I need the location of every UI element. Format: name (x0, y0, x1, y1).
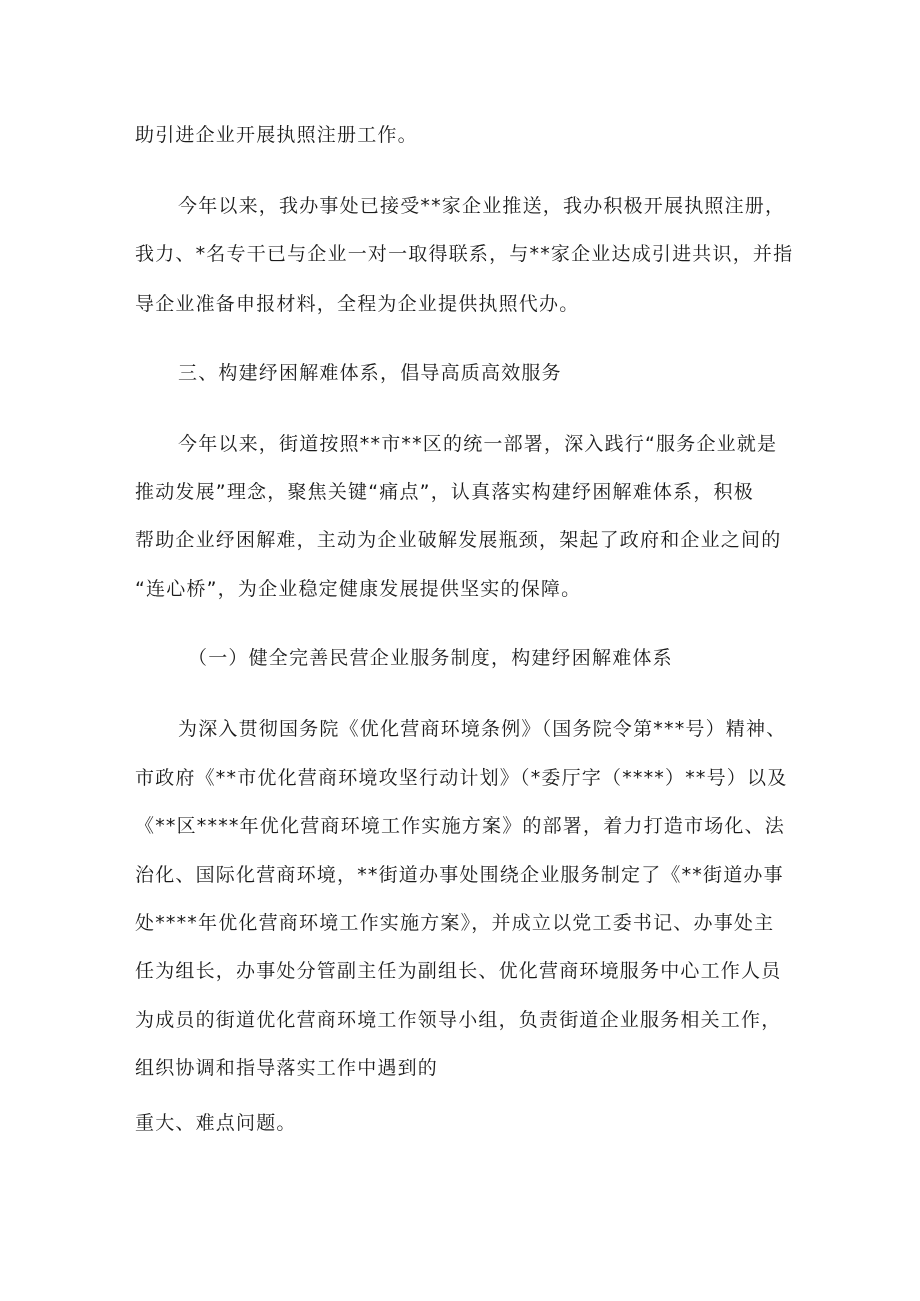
text-line-19: 重大、难点问题。 (135, 1112, 297, 1134)
text-line-18: 组织协调和指导落实工作中遇到的 (135, 1057, 439, 1079)
text-line-9: “连心桥”，为企业稳定健康发展提供坚实的保障。 (135, 578, 582, 600)
text-line-17: 为成员的街道优化营商环境工作领导小组，负责街道企业服务相关工作， (135, 1009, 782, 1031)
text-line-6: 今年以来，街道按照**市**区的统一部署，深入践行“服务企业就是 (178, 433, 778, 455)
text-line-14: 治化、国际化营商环境，**街道办事处围绕企业服务制定了《**街道办事 (135, 864, 784, 886)
section-heading: 三、构建纾困解难体系，倡导高质高效服务 (178, 362, 562, 384)
subsection-heading: （一）健全完善民营企业服务制度，构建纾困解难体系 (188, 647, 673, 669)
text-line-11: 为深入贯彻国务院《优化营商环境条例》（国务院令第***号）精神、 (178, 718, 787, 740)
text-line-2: 今年以来，我办事处已接受**家企业推送，我办积极开展执照注册， (178, 195, 786, 217)
text-line-4: 导企业准备申报材料，全程为企业提供执照代办。 (135, 293, 580, 315)
text-line-8: 帮助企业纾困解难，主动为企业破解发展瓶颈，架起了政府和企业之间的 (135, 529, 782, 551)
text-line-7: 推动发展”理念，聚焦关键“痛点”，认真落实构建纾困解难体系，积极 (135, 481, 754, 503)
text-line-15: 处****年优化营商环境工作实施方案》，并成立以党工委书记、办事处主 (135, 912, 775, 934)
text-line-16: 任为组长，办事处分管副主任为副组长、优化营商环境服务中心工作人员 (135, 960, 782, 982)
text-line-12: 市政府《**市优化营商环境攻坚行动计划》（*委厅字（****）**号）以及 (135, 767, 788, 789)
text-line-13: 《**区****年优化营商环境工作实施方案》的部署，着力打造市场化、法 (135, 815, 786, 837)
text-line-1: 助引进企业开展执照注册工作。 (135, 124, 418, 146)
text-line-3: 我力、*名专干已与企业一对一取得联系，与**家企业达成引进共识，并指 (135, 243, 794, 265)
